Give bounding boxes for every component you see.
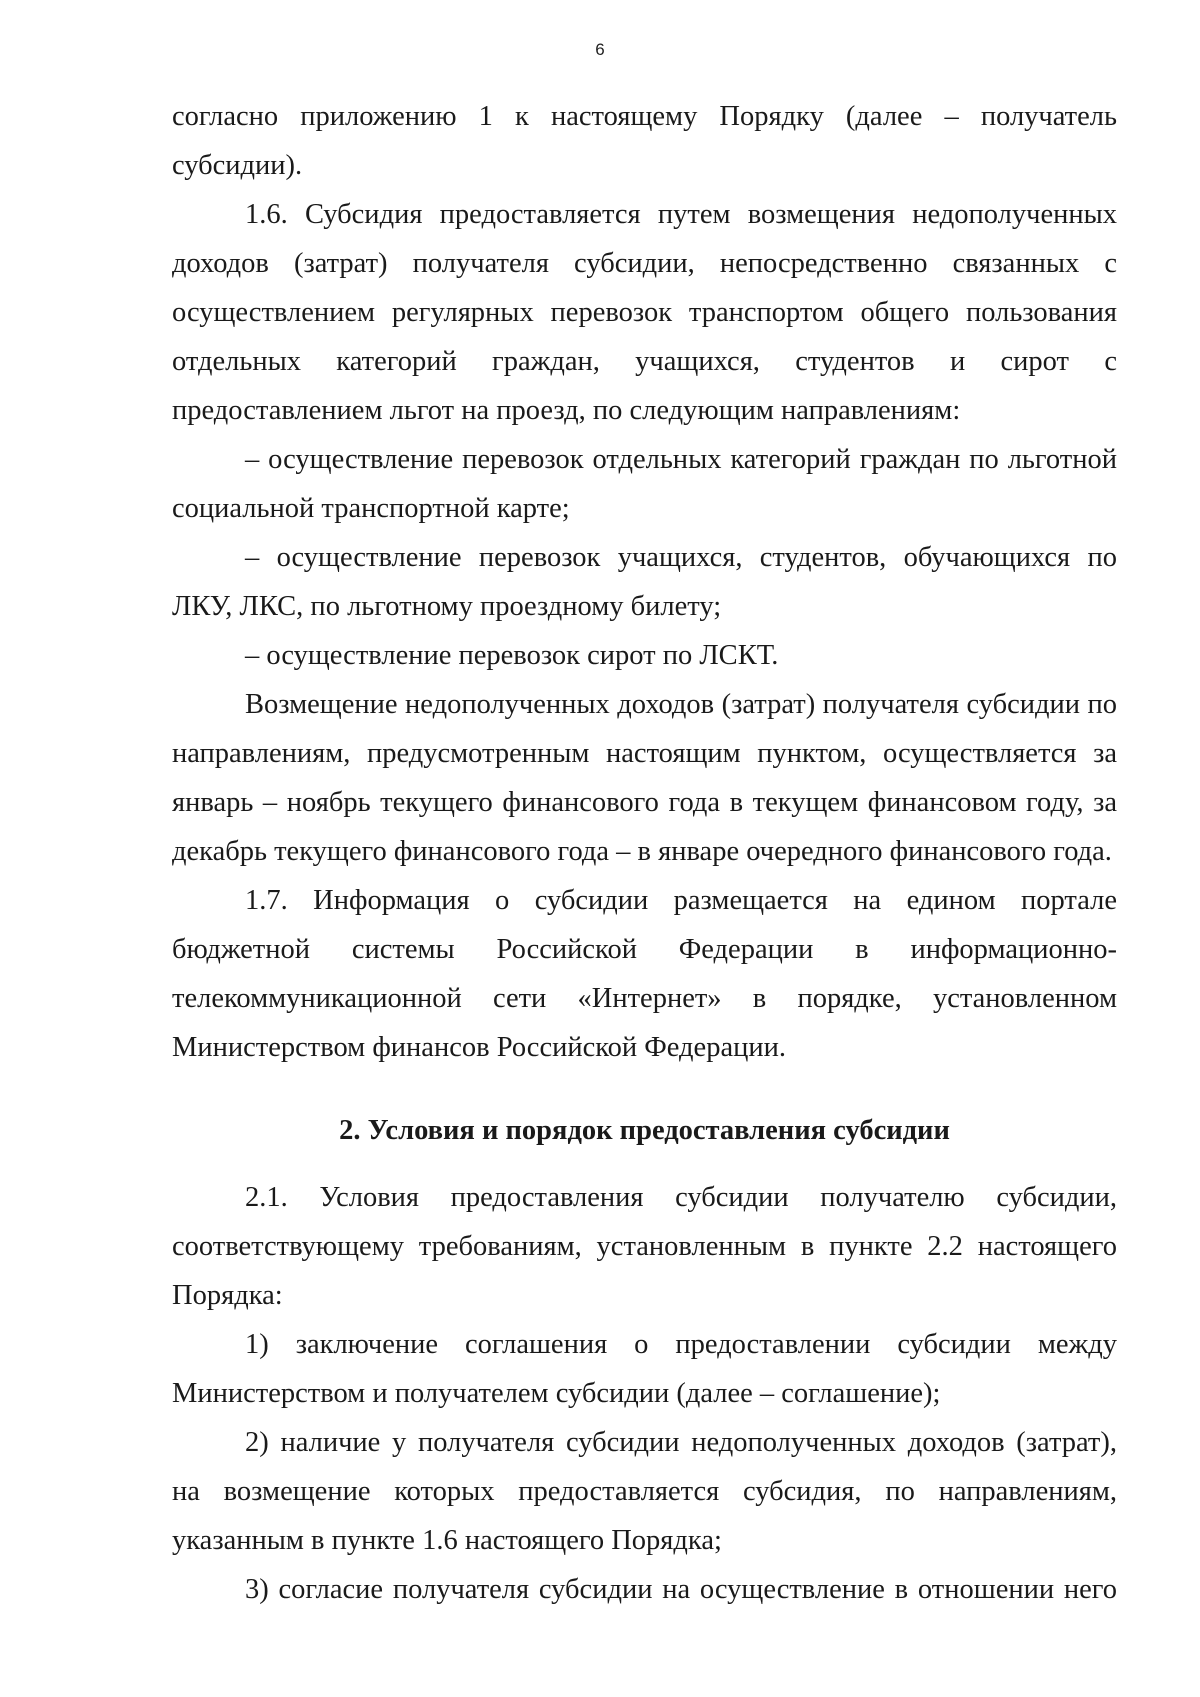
paragraph-continuation: согласно приложению 1 к настоящему Порядку (далее – получатель субсидии). [172, 101, 1117, 181]
document-body [172, 92, 1117, 1614]
condition-item-1: 1) заключение соглашения о предоставлении субсидии между Министерством и получателем субсидии (далее – соглашение); [172, 1329, 1117, 1409]
condition-item-3: 3) согласие получателя субсидии на осуществление в отношении него [245, 1574, 1117, 1605]
list-item-social-card: – осуществление перевозок отдельных категорий граждан по льготной социальной транспортной карте; [172, 444, 1117, 524]
paragraph-reimbursement: Возмещение недополученных доходов (затрат) получателя субсидии по направлениям, предусмотренным настоящим пунктом, осуществляется за январь – ноябрь текущего финансового года в текущем финансовом году, за декабрь текущего финансового года – в январе очередного финансового года. [172, 689, 1117, 867]
section-heading: 2. Условия и порядок предоставления субсидии [339, 1115, 950, 1146]
paragraph-1-7: 1.7. Информация о субсидии размещается на едином портале бюджетной системы Российской Федерации в информационно-телекоммуникационной сети «Интернет» в порядке, установленном Министерством финансов Российской Федерации. [172, 885, 1117, 1063]
condition-item-2: 2) наличие у получателя субсидии недополученных доходов (затрат), на возмещение которых предоставляется субсидия, по направлениям, указанным в пункте 1.6 настоящего Порядка; [172, 1427, 1117, 1556]
list-item-students-ticket: – осуществление перевозок учащихся, студентов, обучающихся по ЛКУ, ЛКС, по льготному проездному билету; [172, 542, 1117, 622]
list-item-orphans-lskt: – осуществление перевозок сирот по ЛСКТ. [245, 640, 779, 671]
paragraph-2-1: 2.1. Условия предоставления субсидии получателю субсидии, соответствующему требованиям, установленным в пункте 2.2 настоящего Порядка: [172, 1182, 1117, 1311]
paragraph-1-6: 1.6. Субсидия предоставляется путем возмещения недополученных доходов (затрат) получателя субсидии, непосредственно связанных с осуществлением регулярных перевозок транспортом общего пользования отдельных категорий граждан, учащихся, студентов и сирот с предоставлением льгот на проезд, по следующим направлениям: [172, 199, 1117, 426]
page-number: 6 [595, 40, 605, 59]
